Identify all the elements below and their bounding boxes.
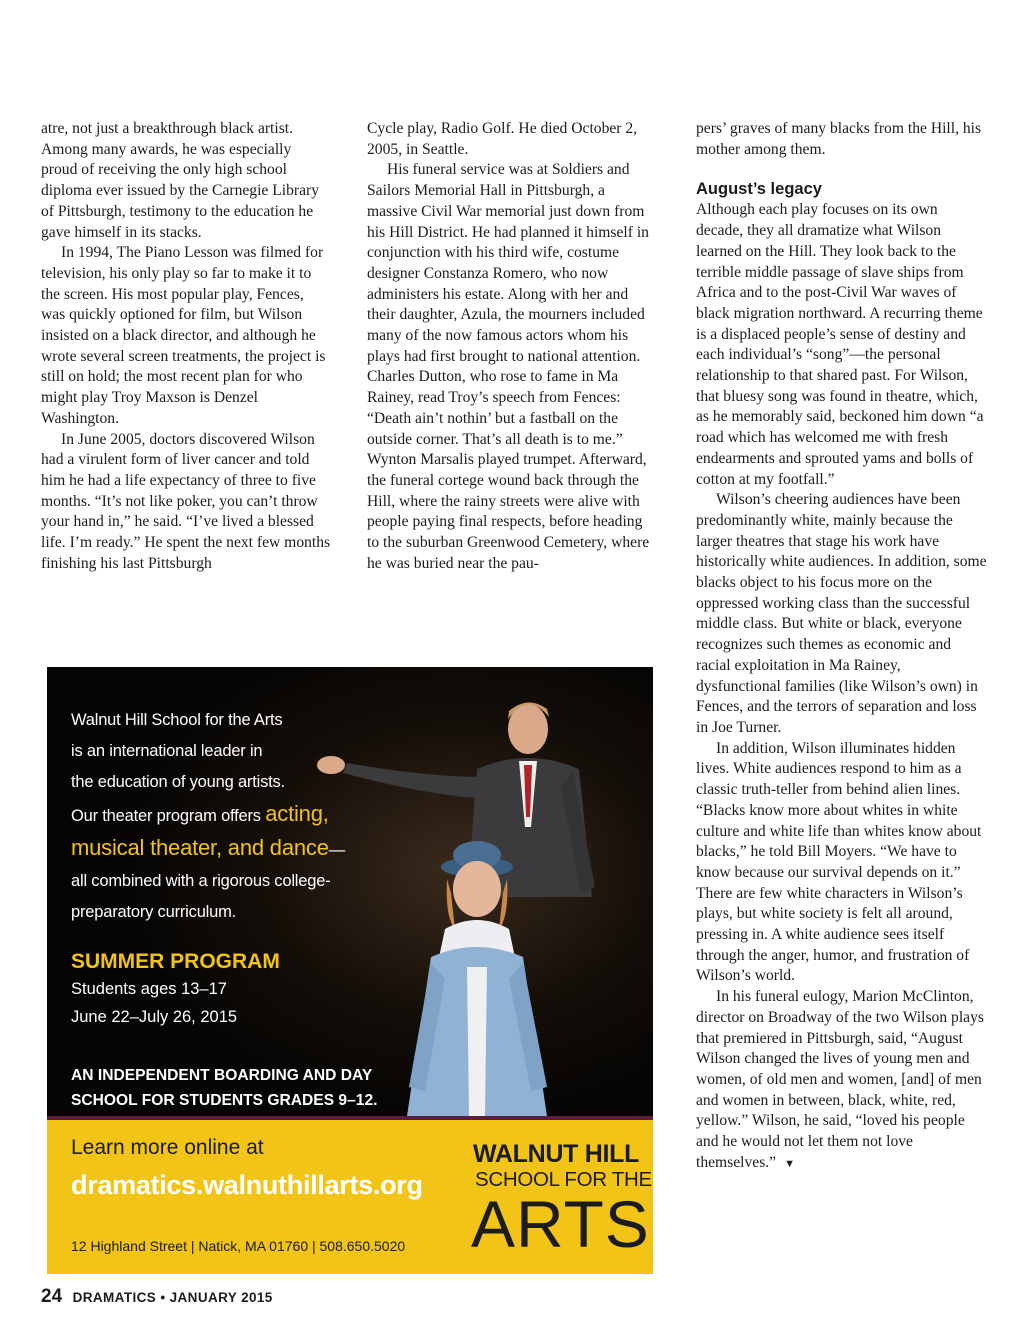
school-logo-line1: WALNUT HILL: [473, 1140, 640, 1168]
ad-info-panel: [47, 1120, 653, 1274]
paragraph: pers’ graves of many blacks from the Hill, his mother among them.: [696, 120, 982, 158]
magazine-issue: DRAMATICS • JANUARY 2015: [72, 1290, 273, 1305]
learn-more-text: Learn more online at: [71, 1136, 264, 1159]
school-logo-line2: SCHOOL FOR THE: [475, 1168, 652, 1191]
summer-program-details: Students ages 13–17 June 22–July 26, 2015: [71, 980, 238, 1026]
paragraph: In his funeral eulogy, Marion McClinton, director on Broadway of the two Wilson plays that premiered in Pittsburgh, said, “August Wilson changed the lives of young men and women, of old men and women, [and] of men and women in between, black, white, red, yellow.” Wilson, he said, “loved his people and he would not let them not love themselves.” ▼: [696, 988, 984, 1171]
paragraph: Wilson’s cheering audiences have been predominantly white, mainly because the larger theatres that stage his work have historically white audiences. In addition, some blacks object to his focus more on the oppressed working class than the successful middle class. But white or black, everyone recognizes such themes as economic and racial exploitation in Ma Rainey, dysfunctional families (like Wilson’s own) in Fences, and the terrors of separation and loss in Joe Turner.: [696, 491, 987, 736]
section-heading: August’s legacy: [696, 180, 822, 199]
article-column-1: [41, 119, 331, 574]
page-footer: [41, 1286, 273, 1308]
paragraph: His funeral service was at Soldiers and Sailors Memorial Hall in Pittsburgh, a massive Civil War memorial just down from his Hill District. He had planned it himself in conjunction with his third wife, costume designer Constanza Romero, who now administers his estate. Along with her and their daughter, Azula, the mourners included many of the now famous actors whom his plays had first brought to national attention. Charles Dutton, who rose to fame in Ma Rainey, read Troy’s speech from Fences: “Death ain’t nothin’ but a fastball on the outside corner. That’s all death is to me.” Wynton Marsalis played trumpet. Afterward, the funeral cortege wound back through the Hill, where the rainy streets were alive with people paying final respects, before heading to the suburban Greenwood Cemetery, where he was buried near the pau-: [367, 161, 650, 572]
school-description: AN INDEPENDENT BOARDING AND DAY SCHOOL FOR STUDENTS GRADES 9–12.: [71, 1067, 378, 1109]
school-logo-line3: ARTS: [471, 1187, 650, 1261]
paragraph: In addition, Wilson illuminates hidden lives. White audiences respond to him as a classic truth-teller from behind alien lines. “Blacks know more about whites in white culture and white life than whites know about blacks,” he told Bill Moyers. “We have to know because our survival depends on it.” There are few white characters in Wilson’s plays, but white society is felt all around, pressing in. A white audience sees itself through the anger, humor, and frustration of Wilson’s world.: [696, 739, 982, 985]
paragraph: In 1994, The Piano Lesson was filmed for television, his only play so far to make it to the screen. His most popular play, Fences, was quickly optioned for film, but Wilson insisted on a black director, and although he wrote several screen treatments, the project is still on hold; the most recent plan for who might play Troy Maxson is Denzel Washington.: [41, 244, 326, 427]
paragraph: atre, not just a breakthrough black artist. Among many awards, he was especially proud of receiving the only high school diploma ever issued by the Carnegie Library of Pittsburgh, testimony to the education he gave himself in its stacks.: [41, 120, 319, 241]
page-number: 24: [41, 1286, 63, 1307]
paragraph: Although each play focuses on its own decade, they all dramatize what Wilson learned on the Hill. They look back to the terrible middle passage of slave ships from Africa and to the post-Civil War waves of black migration northward. A recurring theme is a displaced people’s sense of destiny and each individual’s “song”—the personal relationship to that shared past. For Wilson, that bluesy song was found in theatre, which, as he memorably said, beckoned him down “a road which has welcomed me with fresh endearments and sprouted yams and bolls of cotton at my footfall.”: [696, 201, 984, 488]
end-mark-icon: ▼: [784, 1157, 795, 1170]
ad-intro-text: Walnut Hill School for the Arts is an international leader in the education of young artists. Our theater program offers acting, musical theater, and dance— all combined with a rigorous college- preparatory curriculum.: [71, 711, 346, 921]
article-column-3: [696, 119, 988, 1174]
school-address: 12 Highland Street | Natick, MA 01760 | 508.650.5020: [71, 1238, 406, 1254]
paragraph: In June 2005, doctors discovered Wilson had a virulent form of liver cancer and told him he had a life expectancy of three to five months. “It’s not like poker, you can’t throw your hand in,” he said. “I’ve lived a blessed life. I’m ready.” He spent the next few months finishing his last Pittsburgh: [41, 430, 331, 572]
ad-photo-panel: [47, 667, 653, 1116]
summer-program-heading: SUMMER PROGRAM: [71, 950, 280, 973]
school-url-link[interactable]: dramatics.walnuthillarts.org: [71, 1170, 423, 1200]
paragraph: Cycle play, Radio Golf. He died October 2, 2005, in Seattle.: [367, 120, 638, 158]
article-column-2: [367, 119, 658, 574]
walnut-hill-advertisement[interactable]: [47, 667, 653, 1274]
